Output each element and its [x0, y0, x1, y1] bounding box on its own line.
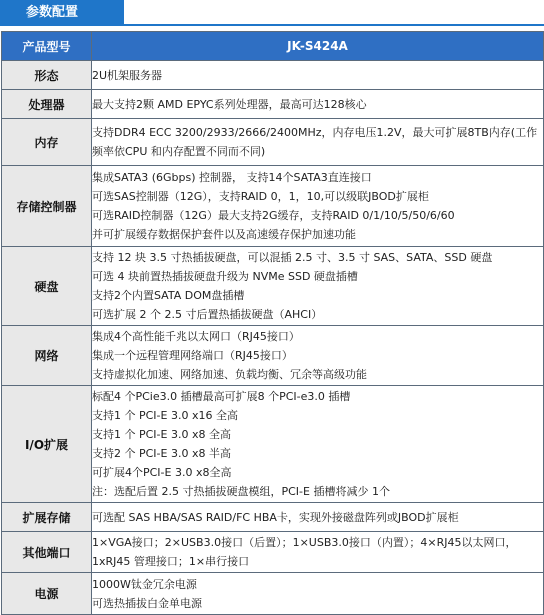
value-line: 支持DDR4 ECC 3200/2933/2666/2400MHz，内存电压1.2V，最大可扩展8TB内存(工作频率依CPU 和内存配置不同而不同)	[92, 126, 538, 158]
section-title-tab: 参数配置	[0, 0, 124, 26]
value-line: 集成4个高性能千兆以太网口（RJ45接口）	[92, 330, 300, 343]
value-line: 支持虚拟化加速、网络加速、负载均衡、冗余等高级功能	[92, 368, 367, 381]
row-label-ext-storage: 扩展存储	[2, 503, 92, 532]
value-line: 可选 4 块前置热插拔硬盘升级为 NVMe SSD 硬盘插槽	[92, 270, 358, 283]
value-line: 支持1 个 PCI-E 3.0 x8 全高	[92, 428, 231, 441]
row-value-io	[92, 386, 544, 503]
value-line: 支持1 个 PCI-E 3.0 x16 全高	[92, 409, 238, 422]
section-divider	[0, 24, 544, 26]
value-line: 支持2个内置SATA DOM盘插槽	[92, 289, 245, 302]
header-label: 产品型号	[2, 32, 92, 61]
table-row	[2, 61, 544, 90]
row-label-cpu: 处理器	[2, 90, 92, 119]
table-row	[2, 166, 544, 247]
row-value-cpu	[92, 90, 544, 119]
spec-table	[1, 31, 544, 615]
table-row	[2, 90, 544, 119]
table-row	[2, 247, 544, 326]
value-line: 集成一个远程管理网络端口（RJ45接口）	[92, 349, 293, 362]
value-line: 可选RAID控制器（12G）最大支持2G缓存，支持RAID 0/1/10/5/50/6/60	[92, 209, 455, 222]
row-label-memory: 内存	[2, 119, 92, 166]
value-line: 集成SATA3 (6Gbps) 控制器， 支持14个SATA3直连接口	[92, 171, 372, 184]
value-line: 可选SAS控制器（12G），支持RAID 0，1，10,可以级联JBOD扩展柜	[92, 190, 429, 203]
value-line: 支持2 个 PCI-E 3.0 x8 半高	[92, 447, 231, 460]
row-value-ext-storage	[92, 503, 544, 532]
value-line: 注：选配后置 2.5 寸热插拔硬盘模组，PCI-E 插槽将减少 1个	[92, 485, 390, 498]
value-line: 2U机架服务器	[92, 68, 163, 82]
value-line: 最大支持2颗 AMD EPYC系列处理器，最高可达128核心	[92, 97, 367, 111]
table-row	[2, 386, 544, 503]
row-value-memory	[92, 119, 544, 166]
table-row	[2, 326, 544, 386]
row-label-disk: 硬盘	[2, 247, 92, 326]
row-label-io: I/O扩展	[2, 386, 92, 503]
row-label-storage-controller: 存储控制器	[2, 166, 92, 247]
row-value-disk	[92, 247, 544, 326]
row-label-power: 电源	[2, 573, 92, 615]
value-line: 可扩展4个PCI-E 3.0 x8全高	[92, 466, 232, 479]
row-value-ports	[92, 532, 544, 573]
value-line: 1000W钛金冗余电源	[92, 577, 197, 591]
row-value-power	[92, 573, 544, 615]
value-line: 可选热插拔白金单电源	[92, 596, 202, 610]
value-line: 支持 12 块 3.5 寸热插拔硬盘，可以混插 2.5 寸、3.5 寸 SAS、SATA、SSD 硬盘	[92, 251, 493, 264]
value-line: 标配4 个PCie3.0 插槽最高可扩展8 个PCI-e3.0 插槽	[92, 390, 351, 403]
table-row	[2, 532, 544, 573]
value-line: 可选扩展 2 个 2.5 寸后置热插拔硬盘（AHCI）	[92, 308, 323, 321]
table-row	[2, 573, 544, 615]
value-line: 可选配 SAS HBA/SAS RAID/FC HBA卡，实现外接磁盘阵列或JBOD扩展柜	[92, 510, 459, 524]
table-row	[2, 119, 544, 166]
value-line: 并可扩展缓存数据保护套件以及高速缓存保护加速功能	[92, 228, 356, 241]
value-line: 1×VGA接口；2×USB3.0接口（后置）；1×USB3.0接口（内置）；4×RJ45以太网口，1xRJ45 管理接口；1×串行接口	[92, 536, 517, 568]
table-row	[2, 503, 544, 532]
row-value-form	[92, 61, 544, 90]
header-model: JK-S424A	[92, 32, 544, 61]
row-label-form: 形态	[2, 61, 92, 90]
row-value-storage-controller	[92, 166, 544, 247]
row-label-ports: 其他端口	[2, 532, 92, 573]
table-header-row	[2, 32, 544, 61]
row-value-network	[92, 326, 544, 386]
row-label-network: 网络	[2, 326, 92, 386]
